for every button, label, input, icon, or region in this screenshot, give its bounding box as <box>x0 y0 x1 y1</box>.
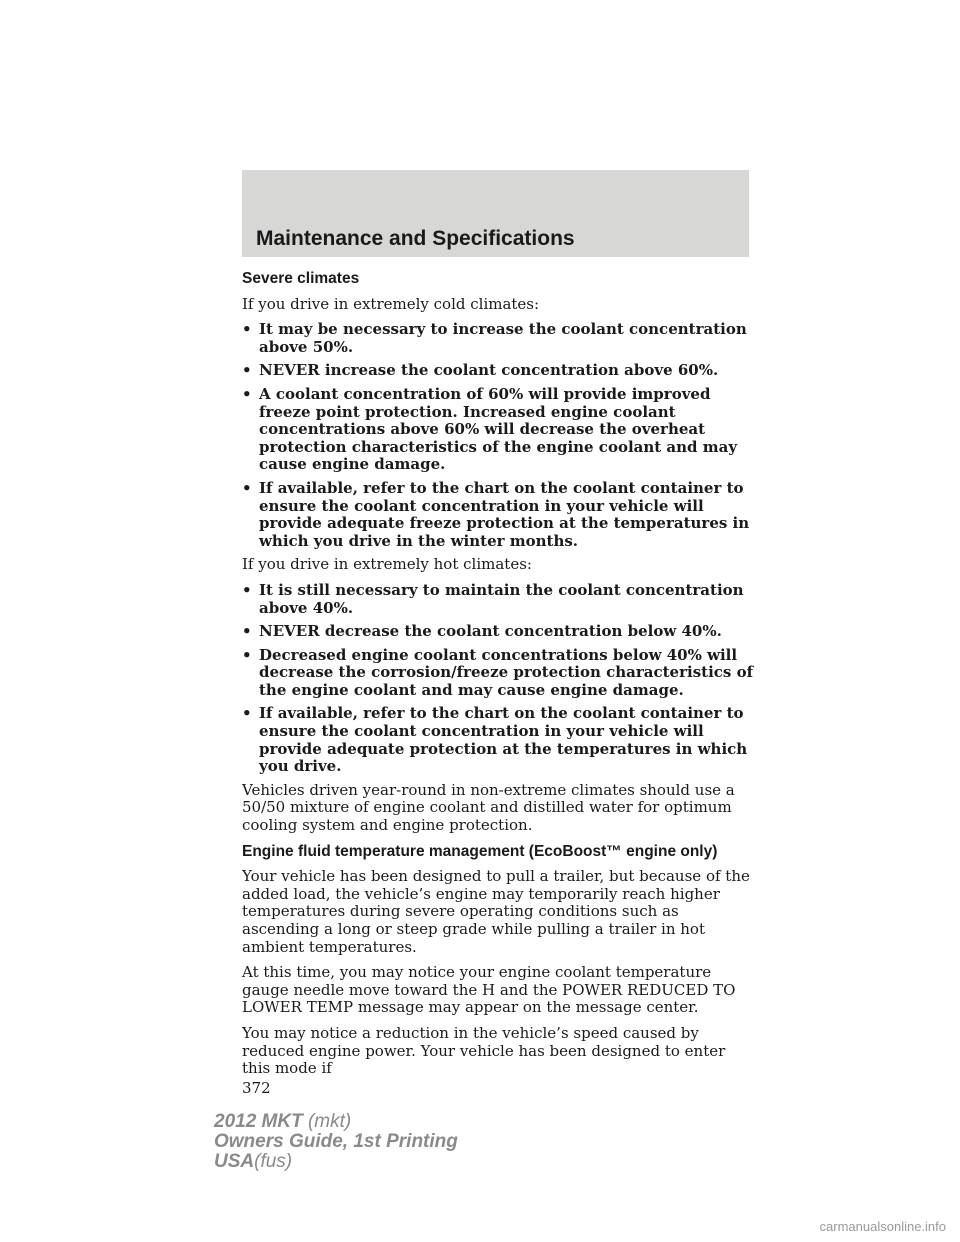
bullet-text: If available, refer to the chart on the coolant container to ensure the coolant concentration in your vehicle will provide adequate protection at the temperatures in which you drive. <box>259 704 748 776</box>
bullet-icon: • <box>242 320 252 339</box>
bullet-icon: • <box>242 645 252 664</box>
hot-climates-intro: If you drive in extremely hot climates: <box>242 555 532 574</box>
bullet-text: It is still necessary to maintain the coolant concentration above 40%. <box>259 580 744 617</box>
heading-engine-fluid-temperature: Engine fluid temperature management (EcoBoost™ engine only) <box>242 842 718 860</box>
bullet-icon: • <box>242 580 252 599</box>
engine-paragraph-1: Your vehicle has been designed to pull a trailer, but because of the added load, the vehicle’s engine may temporarily reach higher temperatures during severe operating conditions such as ascending a long or steep grade while pulling a trailer in hot ambient temperatures. <box>242 867 750 956</box>
bullet-icon: • <box>242 622 252 641</box>
footer-line-model <box>214 1112 458 1132</box>
footer-market-code: (fus) <box>254 1151 293 1172</box>
engine-paragraph-2: At this time, you may notice your engine coolant temperature gauge needle move toward the H and the POWER REDUCED TO LOWER TEMP message may appear on the message center. <box>242 963 736 1017</box>
cold-climates-intro: If you drive in extremely cold climates: <box>242 294 540 313</box>
bullet-text: If available, refer to the chart on the coolant container to ensure the coolant concentration in your vehicle will provide adequate freeze protection at the temperatures in which you drive in the winter months. <box>259 478 750 550</box>
footer-guide: Owners Guide, 1st Printing <box>214 1131 458 1152</box>
bullet-text: It may be necessary to increase the coolant concentration above 50%. <box>259 320 747 356</box>
section-header-band <box>242 170 749 257</box>
bullet-icon: • <box>242 361 252 380</box>
bullet-icon: • <box>242 478 252 497</box>
engine-paragraph-3: You may notice a reduction in the vehicle’s speed caused by reduced engine power. Your vehicle has been designed to enter this mode if <box>242 1023 726 1078</box>
bullet-icon: • <box>242 384 252 403</box>
cold-climate-bullets <box>242 321 757 550</box>
footer-model-code: (mkt) <box>307 1111 352 1132</box>
non-extreme-climates-paragraph: Vehicles driven year-round in non-extreme climates should use a 50/50 mixture of engine coolant and distilled water for optimum cooling system and engine protection. <box>242 780 735 835</box>
section-title: Maintenance and Specifications <box>256 227 575 250</box>
list-item <box>242 321 757 356</box>
heading-severe-climates: Severe climates <box>242 270 360 287</box>
list-item <box>242 705 757 775</box>
list-item <box>242 647 757 700</box>
list-item <box>242 362 757 380</box>
list-item <box>242 582 757 617</box>
hot-climate-bullets <box>242 582 757 776</box>
footer-model: 2012 MKT <box>214 1111 303 1132</box>
footer-line-guide <box>214 1132 458 1152</box>
list-item <box>242 386 757 474</box>
bullet-text: NEVER decrease the coolant concentration below 40%. <box>259 622 722 641</box>
print-footer <box>214 1112 458 1172</box>
footer-market: USA <box>214 1151 255 1172</box>
list-item <box>242 623 757 641</box>
bullet-text: NEVER increase the coolant concentration above 60%. <box>259 361 719 380</box>
page-number: 372 <box>242 1078 271 1097</box>
bullet-text: Decreased engine coolant concentrations below 40% will decrease the corrosion/freeze protection characteristics of the engine coolant and may cause engine damage. <box>259 645 754 699</box>
bullet-icon: • <box>242 704 252 723</box>
watermark: carmanualsonline.info <box>819 1219 946 1234</box>
footer-line-market <box>214 1152 458 1172</box>
list-item <box>242 480 757 550</box>
bullet-text: A coolant concentration of 60% will provide improved freeze point protection. Increased engine coolant concentrations above 60% will decrease the overheat protection characteristics of the engine coolant and may cause engine damage. <box>259 384 738 474</box>
page-content <box>242 270 757 1097</box>
